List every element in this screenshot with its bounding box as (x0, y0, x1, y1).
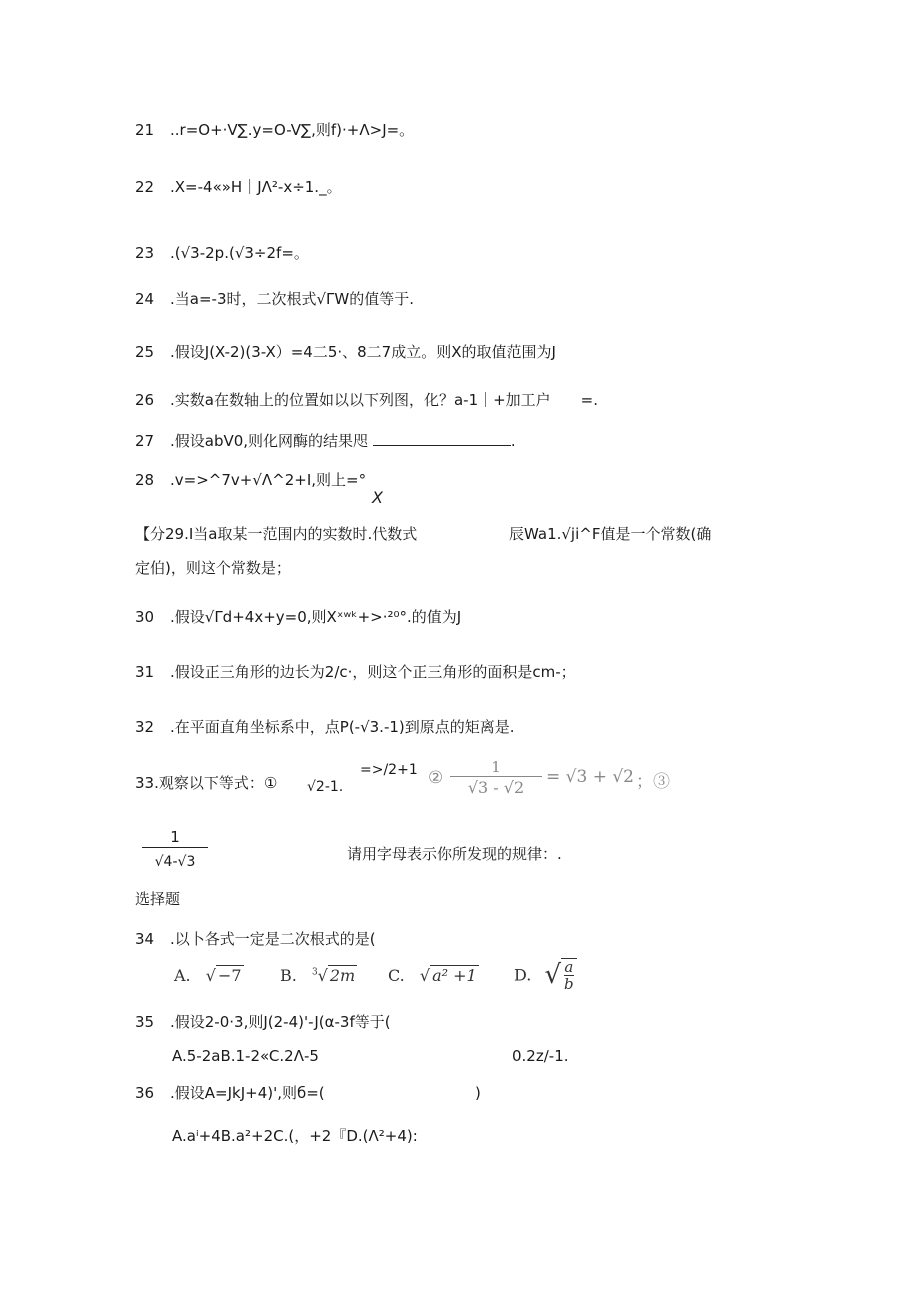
option-c: C. √ a² +1 (388, 966, 477, 985)
option-d: 0.2z∕-1. (512, 1047, 569, 1065)
equation-circle-number: ② (428, 768, 444, 788)
question-number: 24 (135, 290, 155, 308)
question-text: 33.观察以下等式：① (135, 774, 278, 792)
question-text: .当a=-3时，二次根式√ΓW的值等于. (170, 290, 415, 308)
question-text-tail: . (510, 432, 516, 450)
question-text: .假设正三角形的边长为2/c·，则这个正三角形的面积是cm-； (170, 663, 576, 681)
question-text-line2: 定伯)，则这个常数是； (135, 559, 291, 577)
option-letter: A. (174, 966, 191, 985)
equation-fraction (450, 758, 542, 799)
question-text (170, 431, 516, 451)
option-d: D. √ $\frac{a}{b}$ (514, 958, 577, 992)
option-a: A. √ −7 (174, 966, 242, 985)
question-number: 36 (135, 1084, 155, 1102)
question-text: .实数a在数轴上的位置如以以下列图，化？a-1｜+加工户 =. (170, 391, 599, 409)
fraction (142, 828, 208, 872)
question-text: .在平面直角坐标系中，点P(-√3.-1)到原点的矩离是. (170, 718, 515, 736)
option-root-index: 3 (311, 967, 318, 978)
question-number: 22 (135, 178, 155, 196)
question-text: .假设2-0·3,则J(2-4)'-J(α-3f等于( (170, 1013, 391, 1031)
option-radicand: 2m (329, 966, 356, 985)
option-fraction-denominator: b (564, 975, 574, 993)
options-line: A.aⁱ+4B.a²+2C.(，+2『D.(Λ²+4): (172, 1127, 418, 1145)
question-number: 27 (135, 432, 155, 450)
question-number: 23 (135, 244, 155, 262)
answer-blank (373, 431, 511, 446)
question-number: 35 (135, 1013, 155, 1031)
equation-root: √2-1. (307, 779, 344, 795)
question-number: 26 (135, 391, 155, 409)
question-text: .X=-4«»H｜JΛ²-x÷1._。 (170, 178, 342, 196)
question-text-body: .假设abV0,则化网酶的结果咫 (170, 432, 369, 450)
options-abc: A.5-2aB.1-2«C.2Λ-5 (172, 1047, 319, 1065)
option-letter: C. (388, 966, 405, 985)
question-text-continued: 辰Wa1.√ji^F值是一个常数(确 (509, 525, 712, 543)
question-number: 32 (135, 718, 155, 736)
equation-end: ；③ (636, 772, 670, 792)
option-letter: B. (280, 966, 297, 985)
question-text: .以卜各式一定是二次根式的是( (170, 930, 376, 948)
question-text: ..r=O+·V∑.y=O-V∑,则f)·+Λ>J=。 (170, 121, 415, 139)
equation-fraction-denominator: √3 - √2 (467, 778, 525, 797)
question-text: 【分29.I当a取某一范围内的实数时.代数式 (135, 525, 418, 543)
question-number: 30 (135, 608, 155, 626)
question-text: .v=>^7v+√Λ^2+I,则上=° (170, 471, 367, 489)
question-number: 31 (135, 663, 155, 681)
option-b: B. $^3$√ 2m (280, 966, 356, 985)
question-text: .(√3-2p.(√3÷2f=。 (170, 244, 309, 262)
fraction-denominator: √4-√3 (154, 854, 196, 870)
fraction-numerator: 1 (142, 828, 208, 848)
question-prompt: 请用字母表示你所发现的规律：. (347, 845, 562, 863)
question-number: 34 (135, 930, 155, 948)
question-number: 21 (135, 121, 155, 139)
equation-rhs-image: = √3 + √2 (546, 767, 634, 787)
option-radicand: −7 (217, 966, 242, 985)
option-letter: D. (514, 965, 532, 985)
equation-fraction-numerator: 1 (450, 758, 542, 777)
question-text: .假设√Γd+4x+y=0,则Xˣʷᵏ+>·²⁰°.的值为J (170, 608, 462, 626)
question-sub-label: X (372, 488, 383, 507)
option-radicand: a² +1 (432, 966, 477, 985)
question-number: 28 (135, 471, 155, 489)
question-number: 25 (135, 343, 155, 361)
option-fraction-numerator: a (564, 958, 574, 976)
equation-rhs: =>/2+1 (360, 762, 418, 778)
section-heading: 选择题 (135, 890, 181, 908)
question-text: .假设A=JkJ+4)',则б=( (170, 1084, 325, 1102)
question-text: .假设J(X-2)(3-X）=4二5·、8二7成立。则X的取值范围为J (170, 343, 556, 361)
answer-paren: ) (475, 1084, 481, 1102)
